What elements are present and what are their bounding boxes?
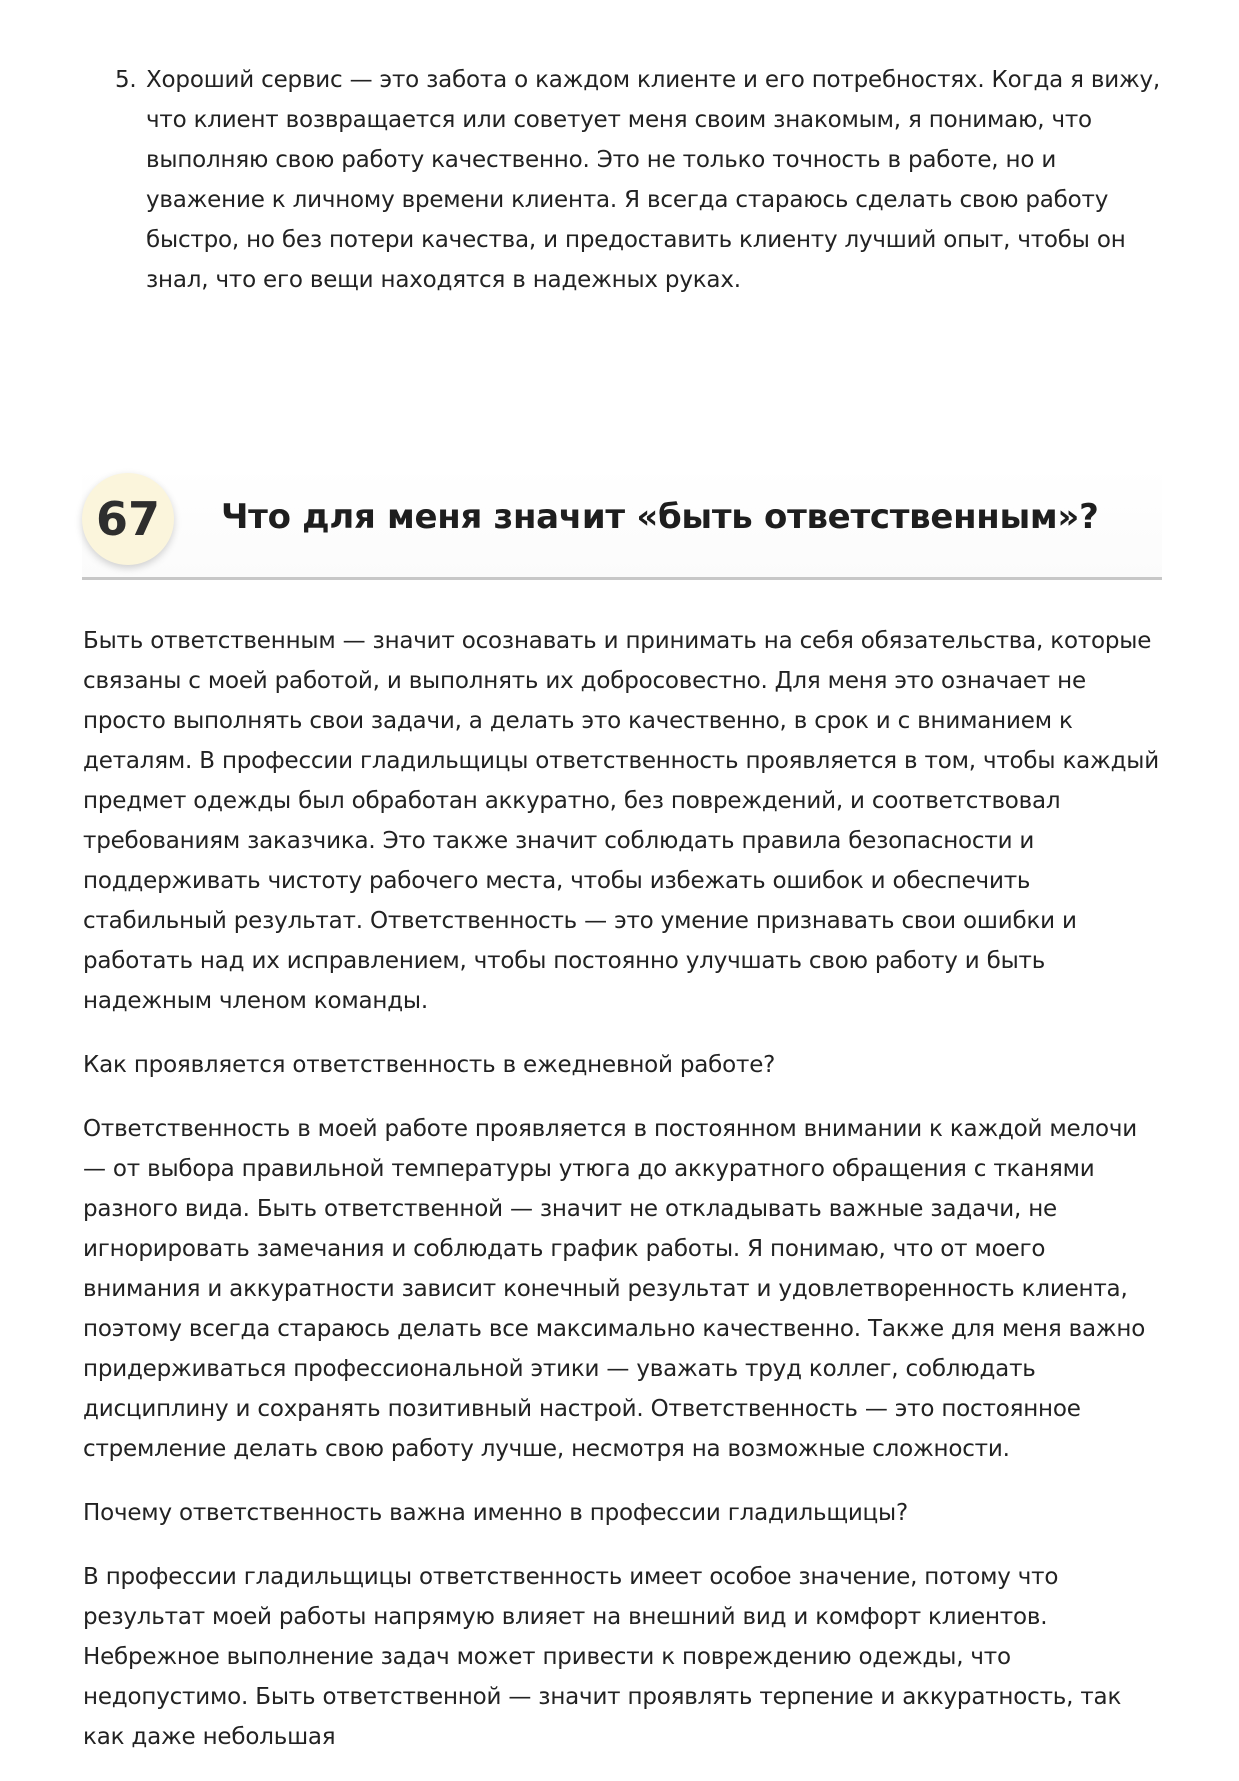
paragraph-question-profession: Почему ответственность важна именно в профессии гладильщицы? — [83, 1500, 908, 1526]
list-item-number: 5. — [115, 67, 137, 93]
list-item-text: Хороший сервис — это забота о каждом клиенте и его потребностях. Когда я вижу, что клиент возвращается или советует меня своим знакомым, я понимаю, что выполняю свою работу качественно. Это не только точность в работе, но и уважение к личному времени клиента. Я всегда стараюсь сделать свою работу быстро, но без потери качества, и предоставить клиенту лучший опыт, чтобы он знал, что его вещи находятся в надежных руках. — [146, 67, 1161, 293]
paragraph-definition: Быть ответственным — значит осознавать и принимать на себя обязательства, которые связаны с моей работой, и выполнять их добросовестно. Для меня это означает не просто выполнять свои задачи, а делать это качественно, в срок и с вниманием к деталям. В профессии гладильщицы ответственность проявляется в том, чтобы каждый предмет одежды был обработан аккуратно, без повреждений, и соответствовал требованиям заказчика. Это также значит соблюдать правила безопасности и поддерживать чистоту рабочего места, чтобы избежать ошибок и обеспечить стабильный результат. Ответственность — это умение признавать свои ошибки и работать над их исправлением, чтобы постоянно улучшать свою работу и быть надежным членом команды. — [83, 628, 1159, 1014]
section-content — [83, 621, 1163, 1781]
paragraph-daily-answer: Ответственность в моей работе проявляется в постоянном внимании к каждой мелочи — от выбора правильной температуры утюга до аккуратного обращения с тканями разного вида. Быть ответственной — значит не откладывать важные задачи, не игнорировать замечания и соблюдать график работы. Я понимаю, что от моего внимания и аккуратности зависит конечный результат и удовлетворенность клиента, поэтому всегда стараюсь делать все максимально качественно. Также для меня важно придерживаться профессиональной этики — уважать труд коллег, соблюдать дисциплину и сохранять позитивный настрой. Ответственность — это постоянное стремление делать свою работу лучше, несмотря на возможные сложности. — [83, 1116, 1146, 1462]
paragraph-profession-answer: В профессии гладильщицы ответственность имеет особое значение, потому что результат моей работы напрямую влияет на внешний вид и комфорт клиентов. Небрежное выполнение задач может привести к повреждению одежды, что недопустимо. Быть ответственной — значит проявлять терпение и аккуратность, так как даже небольшая — [83, 1564, 1122, 1750]
section-title: Что для меня значит «быть ответственным»? — [221, 497, 1099, 537]
section-number-badge: 67 — [82, 473, 174, 565]
paragraph-question-daily: Как проявляется ответственность в ежедневной работе? — [83, 1052, 776, 1078]
list-item-5 — [115, 60, 1175, 300]
section-header — [82, 467, 1162, 580]
